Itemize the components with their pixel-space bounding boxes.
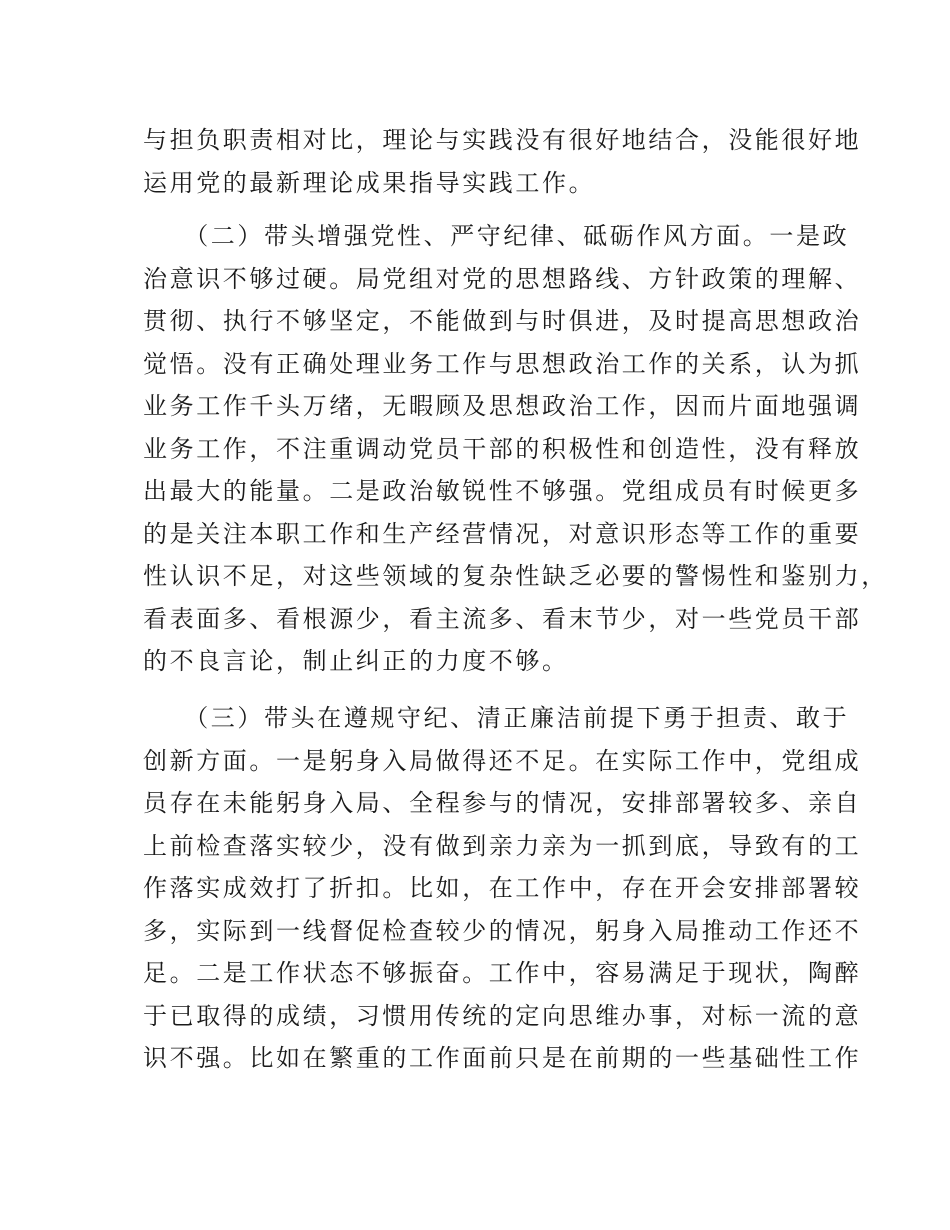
text-line: 识不强。比如在繁重的工作面前只是在前期的一些基础性工作 [143,1044,862,1072]
text-line: 员存在未能躬身入局、全程参与的情况，安排部署较多、亲自 [143,789,862,817]
text-line: 于已取得的成绩，习惯用传统的定向思维办事，对标一流的意 [143,1001,862,1030]
text-line: 多，实际到一线督促检查较少的情况，躬身入局推动工作还不 [143,916,862,945]
text-line: 觉悟。没有正确处理业务工作与思想政治工作的关系，认为抓 [143,349,862,378]
paragraph-continuation [143,119,862,204]
text-line: 的不良言论，制止纠正的力度不够。 [143,647,569,675]
text-line: 运用党的最新理论成果指导实践工作。 [143,168,596,197]
paragraph-section-two [143,215,888,683]
text-line: 的是关注本职工作和生产经营情况，对意识形态等工作的重要 [143,519,862,548]
text-line: 作落实成效打了折扣。比如，在工作中，存在开会安排部署较 [143,874,862,902]
text-line: （二）带头增强党性、严守纪律、砥砺作风方面。一是政 [143,222,850,250]
text-line: 上前检查落实较少，没有做到亲力亲为一抓到底，导致有的工 [143,831,862,860]
text-line: 性认识不足，对这些领域的复杂性缺乏必要的警惕性和鉴别力， [143,562,888,590]
text-line: 足。二是工作状态不够振奋。工作中，容易满足于现状，陶醉 [143,959,862,987]
text-line: 出最大的能量。二是政治敏锐性不够强。党组成员有时候更多 [143,477,862,505]
text-line: 与担负职责相对比，理论与实践没有很好地结合，没能很好地 [143,126,862,154]
text-line: 业务工作千头万绪，无暇顾及思想政治工作，因而片面地强调 [143,392,862,420]
paragraph-section-three [143,697,862,1080]
text-line: 创新方面。一是躬身入局做得还不足。在实际工作中，党组成 [143,746,862,775]
text-line: 业务工作，不注重调动党员干部的积极性和创造性，没有释放 [143,434,862,463]
text-line: 贯彻、执行不够坚定，不能做到与时俱进，及时提高思想政治 [143,307,862,335]
text-line: 治意识不够过硬。局党组对党的思想路线、方针政策的理解、 [143,264,862,293]
text-line: （三）带头在遵规守纪、清正廉洁前提下勇于担责、敢于 [143,704,850,732]
text-line: 看表面多、看根源少，看主流多、看末节少，对一些党员干部 [143,604,862,633]
